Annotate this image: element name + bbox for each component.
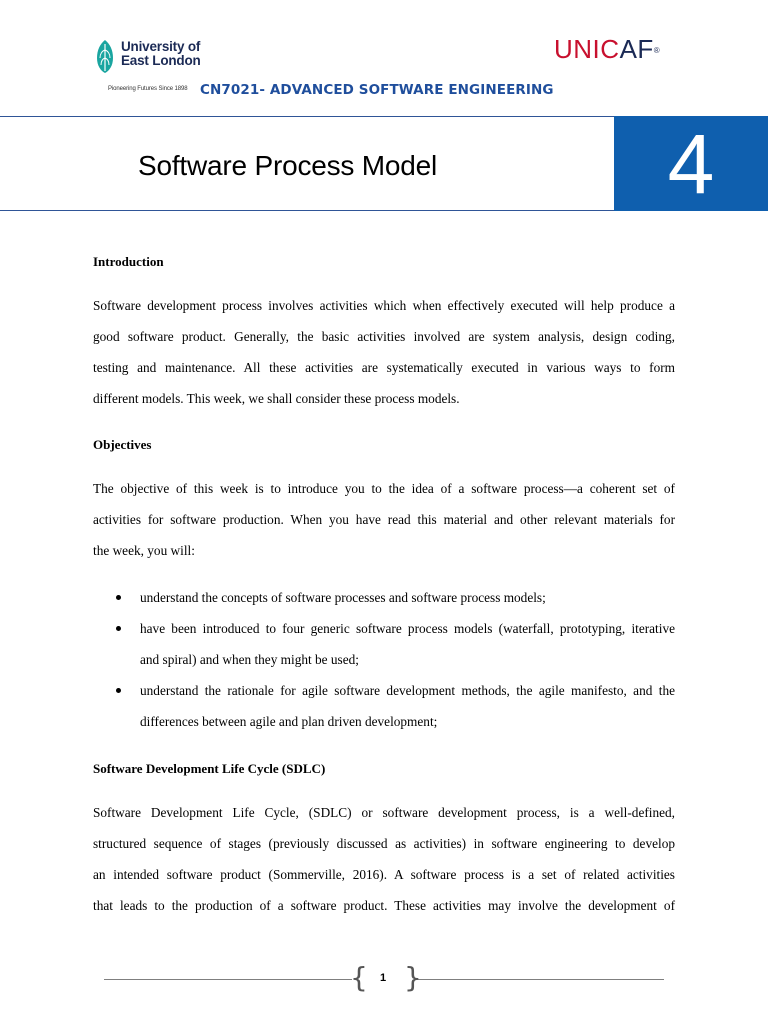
objectives-list (93, 590, 675, 745)
paragraph-line: the week, you will: (93, 543, 195, 558)
introduction-paragraph (93, 298, 675, 422)
footer-rule-right (416, 979, 664, 980)
page-number: 1 (379, 972, 387, 984)
university-logo (94, 38, 214, 78)
left-brace-icon: { (350, 961, 368, 994)
page-title: Software Process Model (138, 150, 438, 181)
list-item-line: understand the concepts of software processes and software process models; (140, 590, 546, 605)
university-name-line1: University of (121, 39, 201, 54)
right-brace-icon: } (404, 961, 422, 994)
paragraph-line: structured sequence of stages (previously discussed as activities) in software engineering to develop (93, 836, 675, 851)
paragraph-line: good software product. Generally, the basic activities involved are system analysis, design coding, (93, 329, 675, 344)
university-tagline: Pioneering Futures Since 1898 (108, 86, 188, 92)
bullet-icon (116, 595, 121, 600)
list-item-line: understand the rationale for agile software development methods, the agile manifesto, and the (140, 683, 675, 698)
university-name (121, 40, 201, 68)
objectives-paragraph (93, 481, 675, 574)
partner-logo-part2: AF (619, 34, 654, 64)
sdlc-paragraph (93, 805, 675, 929)
list-item-line: and spiral) and when they might be used; (140, 652, 359, 667)
paragraph-line: testing and maintenance. All these activities are systematically executed in various ways to form (93, 360, 675, 375)
list-item (93, 621, 675, 683)
week-number-box (614, 116, 768, 211)
list-item-line: have been introduced to four generic software process models (waterfall, prototyping, iterative (140, 621, 675, 636)
paragraph-line: an intended software product (Sommerville, 2016). A software process is a set of related activities (93, 867, 675, 882)
title-rule-top (0, 116, 614, 117)
university-emblem-icon (94, 38, 116, 74)
list-item (93, 590, 675, 621)
partner-logo-part1: UNIC (554, 34, 620, 64)
footer-rule-left (104, 979, 352, 980)
objectives-heading: Objectives (93, 437, 152, 452)
paragraph-line: activities for software production. When you have read this material and other relevant materials for (93, 512, 675, 527)
partner-logo-mark: ® (653, 46, 661, 55)
paragraph-line: The objective of this week is to introduce you to the idea of a software process—a coherent set of (93, 481, 675, 496)
list-item (93, 683, 675, 745)
course-code: CN7021- ADVANCED SOFTWARE ENGINEERING (200, 82, 554, 98)
introduction-heading: Introduction (93, 254, 164, 269)
sdlc-heading: Software Development Life Cycle (SDLC) (93, 761, 326, 776)
week-number: 4 (667, 117, 715, 211)
paragraph-line: that leads to the production of a software product. These activities may involve the development of (93, 898, 675, 913)
partner-logo (554, 36, 660, 62)
paragraph-line: Software development process involves activities which when effectively executed will help produce a (93, 298, 675, 313)
list-item-line: differences between agile and plan driven development; (140, 714, 438, 729)
bullet-icon (116, 626, 121, 631)
university-name-line2: East London (121, 53, 201, 68)
paragraph-line: Software Development Life Cycle, (SDLC) or software development process, is a well-defined, (93, 805, 675, 820)
title-rule-bottom (0, 210, 614, 211)
bullet-icon (116, 688, 121, 693)
paragraph-line: different models. This week, we shall consider these process models. (93, 391, 460, 406)
